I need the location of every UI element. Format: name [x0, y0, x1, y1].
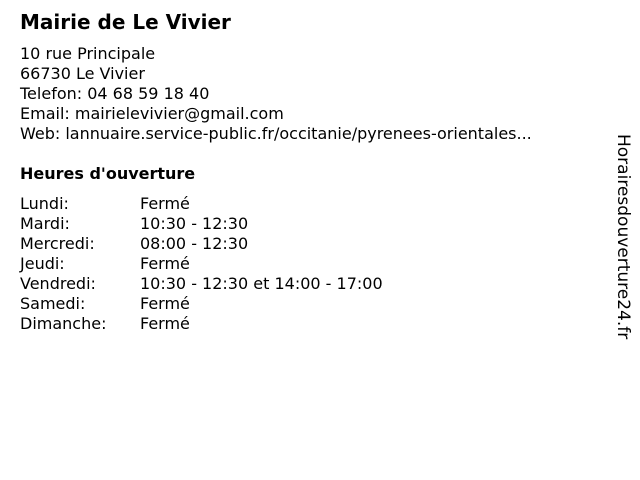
hours-value: 10:30 - 12:30: [140, 214, 249, 233]
hours-value: Fermé: [140, 314, 190, 333]
watermark-text: Horairesdouverture24.fr: [613, 134, 633, 340]
address-street: 10 rue Principale: [20, 44, 156, 63]
day-label: Mercredi:: [20, 234, 95, 253]
hours-value: 10:30 - 12:30 et 14:00 - 17:00: [140, 274, 383, 293]
hours-value: Fermé: [140, 294, 190, 313]
phone-number: Telefon: 04 68 59 18 40: [20, 84, 210, 103]
hours-value: Fermé: [140, 254, 190, 273]
address-city: 66730 Le Vivier: [20, 64, 145, 83]
contact-info: [20, 44, 532, 144]
day-label: Vendredi:: [20, 274, 96, 293]
day-label: Mardi:: [20, 214, 70, 233]
hours-value: Fermé: [140, 194, 190, 213]
opening-hours-heading: Heures d'ouverture: [20, 164, 196, 183]
day-label: Dimanche:: [20, 314, 107, 333]
website-link: Web: lannuaire.service-public.fr/occitanie/pyrenees-orientales...: [20, 124, 532, 143]
hours-value: 08:00 - 12:30: [140, 234, 249, 253]
day-label: Jeudi:: [20, 254, 65, 273]
page-title: Mairie de Le Vivier: [20, 10, 231, 34]
day-label: Lundi:: [20, 194, 69, 213]
site-watermark: [606, 134, 638, 374]
email-address: Email: mairielevivier@gmail.com: [20, 104, 284, 123]
day-label: Samedi:: [20, 294, 86, 313]
